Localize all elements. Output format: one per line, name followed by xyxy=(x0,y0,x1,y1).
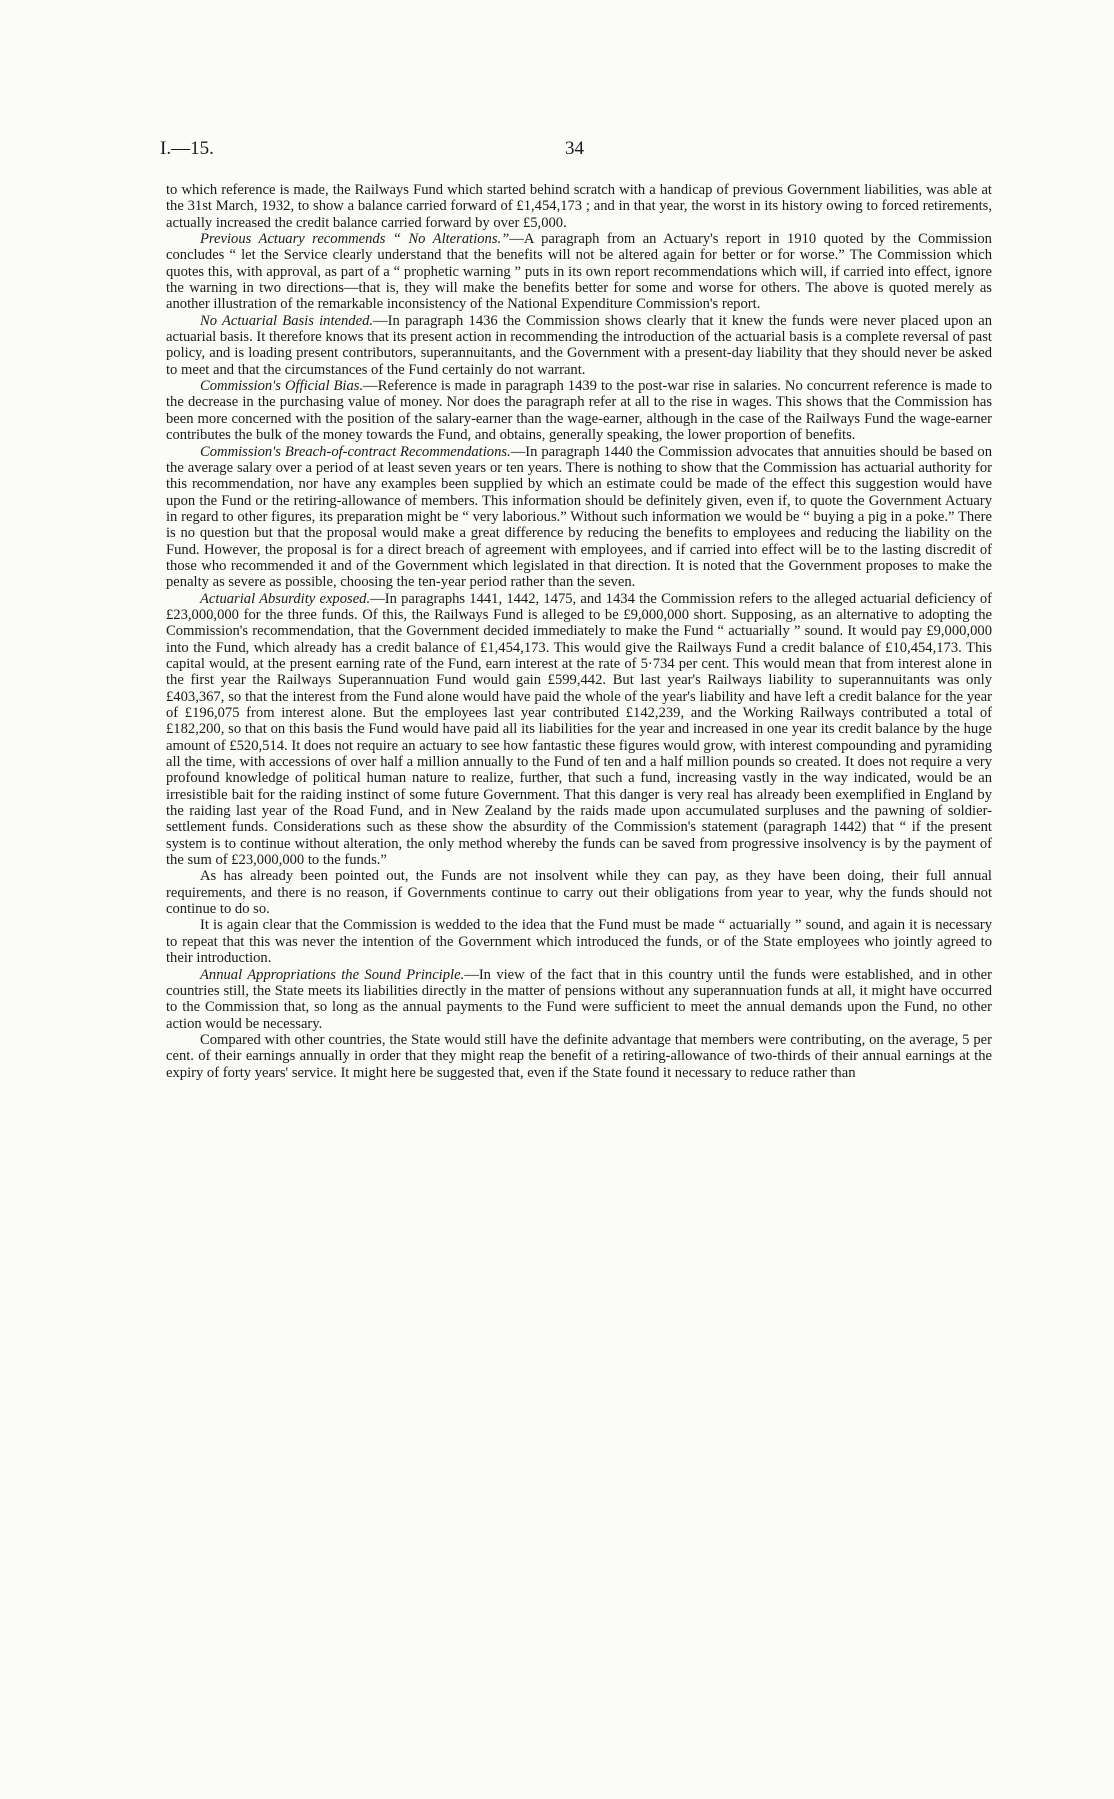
paragraph xyxy=(166,444,992,591)
paragraph-heading: Actuarial Absurdity exposed. xyxy=(200,590,371,607)
paragraph-text: —Reference is made in paragraph 1439 to the post-war rise in salaries. No concurrent reference is made to the decrease in the purchasing value of money. Nor does the paragraph refer at all to the rise in wages. This shows that the Commission has been more concerned with the position of the salary-earner than the wage-earner, although in the case of the Railways Fund the wage-earner contributes the bulk of the money towards the Fund, and obtains, generally speaking, the lower proportion of benefits. xyxy=(166,378,993,444)
paragraph-text: As has already been pointed out, the Funds are not insolvent while they can pay, as they have been doing, their full annual requirements, and there is no reason, if Governments continue to carry out their obligations from year to year, why the funds should not continue to do so. xyxy=(166,868,992,918)
body-text xyxy=(166,182,992,1081)
paragraph-heading: Commission's Official Bias. xyxy=(200,378,364,395)
paper-reference: I.—15. xyxy=(160,138,214,159)
paragraph-text: —In paragraphs 1441, 1442, 1475, and 1434 the Commission refers to the alleged actuarial deficiency of £23,000,000 for the three funds. Of this, the Railways Fund is alleged to be £9,000,000 short. Supposing, as an alternative to adopting the Commission's recommendation, that the Government decided immediately to make the Fund “ actuarially ” sound. It would pay £9,000,000 into the Fund, which already has a credit balance of £1,454,173. This would give the Railways Fund a credit balance of £10,454,173. This capital would, at the present earning rate of the Fund, earn interest at the rate of 5·734 per cent. This would mean that from interest alone in the first year the Railways Superannuation Fund would gain £599,442. But last year's Railways liability to superannuitants was only £403,367, so that the interest from the Fund alone would have paid the whole of the year's liability and have left a credit balance for the year of £196,075 from interest alone. But the employees last year contributed £142,239, and the Working Railways contributed a total of £182,200, so that on this basis the Fund would have paid all its liabilities for the year and increased in one year its credit balance by the huge amount of £520,514. It does not require an actuary to see how fantastic these figures would grow, with interest compounding and pyramiding all the time, with accessions of over half a million annually to the Fund of ten and a half million pounds so created. It does not require a very profound knowledge of political human nature to realize, further, that such a fund, increasing vastly in the way indicated, would be an irresistible bait for the raiding instinct of some future Government. That this danger is very real has already been exemplified in England by the raiding last year of the Road Fund, and in New Zealand by the raids made upon accumulated surpluses and the pawning of soldier-settlement funds. Considerations such as these show the absurdity of the Commission's statement (paragraph 1442) that “ if the present system is to continue without alteration, the only method whereby the funds can be saved from progressive insolvency is by the payment of the sum of £23,000,000 to the funds.” xyxy=(166,590,992,869)
paragraph xyxy=(166,967,992,1032)
paragraph xyxy=(166,917,992,966)
paragraph-text: Compared with other countries, the State would still have the definite advantage that members were contributing, on the average, 5 per cent. of their earnings annually in order that they might reap the benefit of a retiring-allowance of two-thirds of their annual earnings at the expiry of forty years' service. It might here be suggested that, even if the State found it necessary to reduce rather than xyxy=(166,1031,992,1081)
paragraph xyxy=(166,182,992,231)
paragraph xyxy=(166,868,992,917)
paragraph-text: —A paragraph from an Actuary's report in 1910 quoted by the Commission concludes “ let the Service clearly understand that the benefits will not be altered again for better or for worse.” The Commission which quotes this, with approval, as part of a “ prophetic warning ” puts in its own report recommendations which will, if carried into effect, ignore the warning in two directions—that is, they will make the benefits better for some and worse for others. The above is quoted merely as another illustration of the remarkable inconsistency of the National Expenditure Commission's report. xyxy=(166,231,992,313)
page-header xyxy=(160,138,990,162)
paragraph xyxy=(166,591,992,869)
paragraph xyxy=(166,1032,992,1081)
paragraph-heading: Commission's Breach-of-contract Recommendations. xyxy=(200,443,511,460)
paragraph-text: —In paragraph 1440 the Commission advocates that annuities should be based on the average salary over a period of at least seven years or ten years. There is nothing to show that the Commission has actuarial authority for this recommendation, nor have any examples been supplied by which an estimate could be made of the effect this suggestion would have upon the Fund or the retiring-allowance of members. This information should be definitely given, even if, to quote the Government Actuary in regard to other figures, its preparation might be “ very laborious.” Without such information we would be “ buying a pig in a poke.” There is no question but that the proposal would make a great difference by reducing the benefits to employees and reducing the liability on the Fund. However, the proposal is for a direct breach of agreement with employees, and if carried into effect will be to the lasting discredit of those who recommended it and of the Government which legislated in that direction. It is noted that the Government proposes to make the penalty as severe as possible, choosing the ten-year period rather than the seven. xyxy=(166,443,992,591)
paragraph-text: —In paragraph 1436 the Commission shows clearly that it knew the funds were never placed upon an actuarial basis. It therefore knows that its present action in recommending the introduction of the actuarial basis is a complete reversal of past policy, and is loading present contributors, superannuitants, and the Government with a present-day liability that they should never be asked to meet and that the circumstances of the Fund certainly do not warrant. xyxy=(166,312,992,378)
paragraph-text: It is again clear that the Commission is wedded to the idea that the Fund must be made “ actuarially ” sound, and again it is necessary to repeat that this was never the intention of the Government which introduced the funds, or of the State employees who jointly agreed to their introduction. xyxy=(166,917,992,967)
page-number: 34 xyxy=(565,138,584,159)
paragraph-text: —In view of the fact that in this country until the funds were established, and in other countries still, the State meets its liabilities directly in the matter of pensions without any superannuation funds at all, it might have occurred to the Commission that, so long as the annual payments to the Fund were sufficient to meet the annual demands upon the Fund, no other action would be necessary. xyxy=(166,966,992,1032)
paragraph-text: to which reference is made, the Railways Fund which started behind scratch with a handicap of previous Government liabilities, was able at the 31st March, 1932, to show a balance carried forward of £1,454,173 ; and in that year, the worst in its history owing to forced retirements, actually increased the credit balance carried forward by over £5,000. xyxy=(166,182,992,231)
paragraph-heading: No Actuarial Basis intended. xyxy=(200,312,374,329)
paragraph xyxy=(166,231,992,313)
paragraph-heading: Annual Appropriations the Sound Principle. xyxy=(200,966,465,983)
paragraph xyxy=(166,378,992,443)
paragraph-heading: Previous Actuary recommends “ No Alterations.” xyxy=(200,231,510,248)
paragraph xyxy=(166,313,992,378)
